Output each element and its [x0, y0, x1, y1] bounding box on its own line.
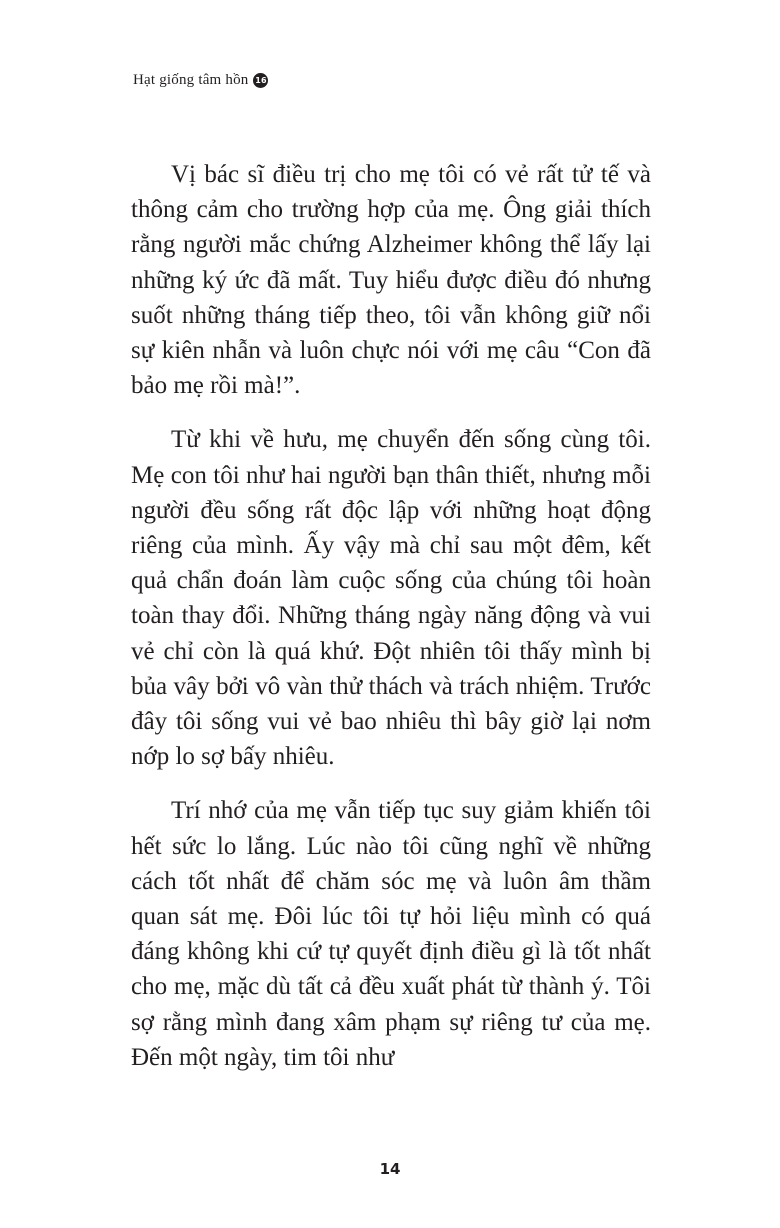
volume-number-badge: 16	[253, 73, 268, 88]
running-header	[133, 72, 268, 89]
paragraph-2: Từ khi về hưu, mẹ chuyển đến sống cùng tôi. Mẹ con tôi như hai người bạn thân thiết, nhưng mỗi người đều sống rất độc lập với những hoạt động riêng của mình. Ấy vậy mà chỉ sau một đêm, kết quả chẩn đoán làm cuộc sống của chúng tôi hoàn toàn thay đổi. Những tháng ngày năng động và vui vẻ chỉ còn là quá khứ. Đột nhiên tôi thấy mình bị bủa vây bởi vô vàn thử thách và trách nhiệm. Trước đây tôi sống vui vẻ bao nhiêu thì bây giờ lại nơm nớp lo sợ bấy nhiêu.	[131, 426, 651, 771]
paragraph-3: Trí nhớ của mẹ vẫn tiếp tục suy giảm khiến tôi hết sức lo lắng. Lúc nào tôi cũng nghĩ về những cách tốt nhất để chăm sóc mẹ và luôn âm thầm quan sát mẹ. Đôi lúc tôi tự hỏi liệu mình có quá đáng không khi cứ tự quyết định điều gì là tốt nhất cho mẹ, mặc dù tất cả đều xuất phát từ thành ý. Tôi sợ rằng mình đang xâm phạm sự riêng tư của mẹ. Đến một ngày, tim tôi như	[131, 797, 651, 1071]
page-number: 14	[379, 1160, 401, 1178]
body-text	[131, 157, 651, 1094]
paragraph-1: Vị bác sĩ điều trị cho mẹ tôi có vẻ rất tử tế và thông cảm cho trường hợp của mẹ. Ông giải thích rằng người mắc chứng Alzheimer không thể lấy lại những ký ức đã mất. Tuy hiểu được điều đó nhưng suốt những tháng tiếp theo, tôi vẫn không giữ nổi sự kiên nhẫn và luôn chực nói với mẹ câu “Con đã bảo mẹ rồi mà!”.	[131, 161, 651, 400]
series-title: Hạt giống tâm hồn	[133, 72, 249, 88]
